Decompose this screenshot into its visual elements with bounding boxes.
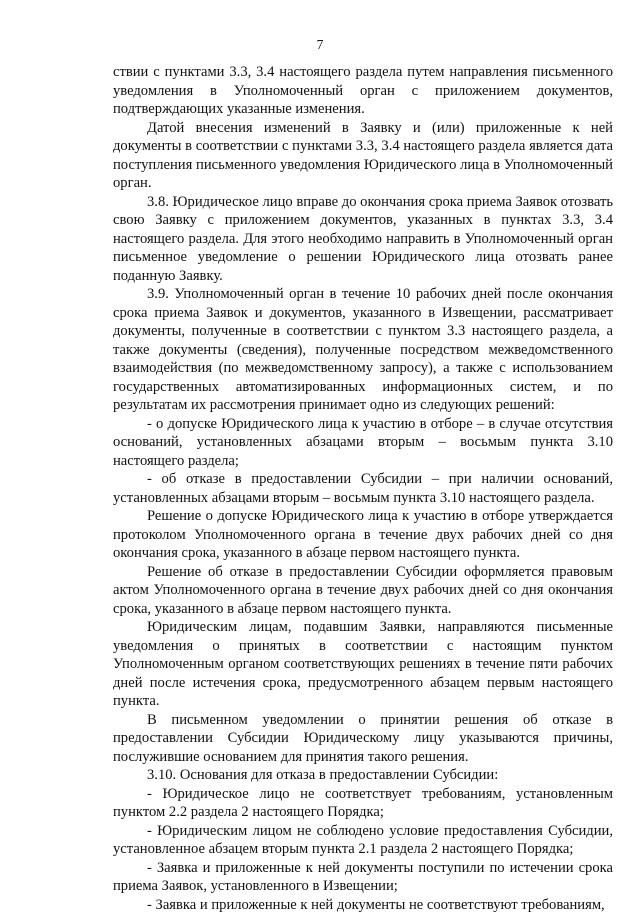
paragraph-refusal-reasons: В письменном уведомлении о принятии решения об отказе в предоставлении Субсидии Юридическому лицу указываются причины, послужившие основанием для принятия такого решения.	[113, 711, 613, 767]
paragraph-change-date: Датой внесения изменений в Заявку и (или) приложенные к ней документы в соответствии с пунктами 3.3, 3.4 настоящего раздела является дата поступления письменного уведомления Юридического лица в Уполномоченный орган.	[113, 119, 613, 193]
paragraph-3-9: 3.9. Уполномоченный орган в течение 10 рабочих дней после окончания срока приема Заявок и документов, указанного в Извещении, рассматривает документы, полученные в соответствии с пунктом 3.3 настоящего раздела, а также документы (сведения), полученные посредством межведомственного взаимодействия (по межведомственному запросу), а также с использованием государственных автоматизированных информационных систем, и по результатам их рассмотрения принимает одно из следующих решений:	[113, 285, 613, 415]
page-number: 7	[0, 37, 640, 53]
paragraph-notifications: Юридическим лицам, подавшим Заявки, направляются письменные уведомления о принятых в соответствии с настоящим пунктом Уполномоченным органом соответствующих решениях в течение пяти рабочих дней после истечения срока, предусмотренного абзацем первым настоящего пункта.	[113, 618, 613, 711]
list-item-deadline: - Заявка и приложенные к ней документы поступили по истечении срока приема Заявок, установленного в Извещении;	[113, 859, 613, 896]
list-item-admission: - о допуске Юридического лица к участию в отборе – в случае отсутствия оснований, установленных абзацами вторым – восьмым пункта 3.10 настоящего раздела;	[113, 415, 613, 471]
list-item-refusal: - об отказе в предоставлении Субсидии – при наличии оснований, установленных абзацами вторым – восьмым пункта 3.10 настоящего раздела.	[113, 470, 613, 507]
list-item-requirements: - Юридическое лицо не соответствует требованиям, установленным пунктом 2.2 раздела 2 настоящего Порядка;	[113, 785, 613, 822]
paragraph-3-10: 3.10. Основания для отказа в предоставлении Субсидии:	[113, 766, 613, 785]
paragraph-refusal-decision: Решение об отказе в предоставлении Субсидии оформляется правовым актом Уполномоченного органа в течение двух рабочих дней со дня окончания срока, указанного в абзаце первом настоящего пункта.	[113, 563, 613, 619]
paragraph-continuation: ствии с пунктами 3.3, 3.4 настоящего раздела путем направления письменного уведомления в Уполномоченный орган с приложением документов, подтверждающих указанные изменения.	[113, 63, 613, 119]
list-item-condition: - Юридическим лицом не соблюдено условие предоставления Субсидии, установленное абзацем вторым пункта 2.1 раздела 2 настоящего Порядка;	[113, 822, 613, 859]
document-body	[113, 63, 613, 914]
list-item-nonconformity: - Заявка и приложенные к ней документы не соответствуют требованиям,	[113, 896, 613, 914]
paragraph-admission-decision: Решение о допуске Юридического лица к участию в отборе утверждается протоколом Уполномоченного органа в течение двух рабочих дней со дня окончания срока, указанного в абзаце первом настоящего пункта.	[113, 507, 613, 563]
paragraph-3-8: 3.8. Юридическое лицо вправе до окончания срока приема Заявок отозвать свою Заявку с приложением документов, указанных в пунктах 3.3, 3.4 настоящего раздела. Для этого необходимо направить в Уполномоченный орган письменное уведомление о решении Юридического лица отозвать ранее поданную Заявку.	[113, 193, 613, 286]
